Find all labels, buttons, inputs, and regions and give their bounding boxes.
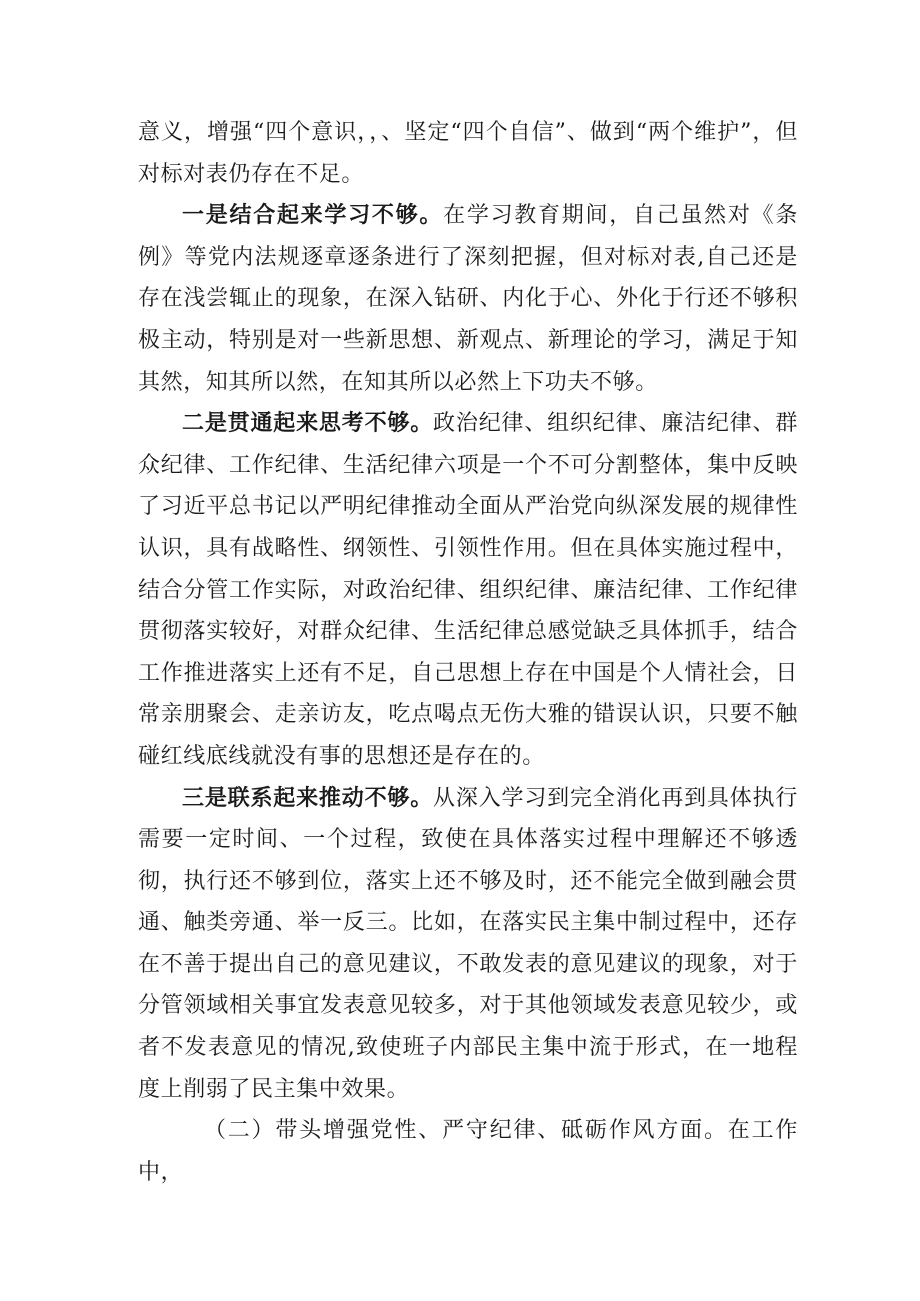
- point-three-heading: 三是联系起来推动不够。: [182, 784, 434, 811]
- point-one-text: 在学习教育期间，自己虽然对《条例》等党内法规逐章逐条进行了深刻把握，但对标对表,自己还是存在浅尝辄止的现象，在深入钻研、内化于心、外化于行还不够积极主动，特别是对一些新思想、新观点、新理论的学习，满足于知其然，知其所以然，在知其所以必然上下功夫不够。: [138, 203, 798, 395]
- document-body: [138, 112, 798, 1193]
- point-one-heading: 一是结合起来学习不够。: [182, 202, 444, 229]
- paragraph-point-two: [138, 403, 798, 777]
- point-two-text: 政治纪律、组织纪律、廉洁纪律、群众纪律、工作纪律、生活纪律六项是一个不可分割整体，集中反映了习近平总书记以严明纪律推动全面从严治党向纵深发展的规律性认识，具有战略性、纲领性、引领性作用。但在具体实施过程中，结合分管工作实际，对政治纪律、组织纪律、廉洁纪律、工作纪律贯彻落实较好，对群众纪律、生活纪律总感觉缺乏具体抓手，结合工作推进落实上还有不足，自己思想上存在中国是个人情社会，日常亲朋聚会、走亲访友，吃点喝点无伤大雅的错误认识，只要不触碰红线底线就没有事的思想还是存在的。: [138, 411, 798, 769]
- paragraph-continuation: 意义，增强“四个意识，，、坚定“四个自信”、做到“两个维护”，但对标对表仍存在不足。: [138, 120, 798, 187]
- point-two-heading: 二是贯通起来思考不够。: [182, 410, 434, 437]
- point-three-text: 从深入学习到完全消化再到具体执行需要一定时间、一个过程，致使在具体落实过程中理解还不够透彻，执行还不够到位，落实上还不够及时，还不能完全做到融会贯通、触类旁通、举一反三。比如，在落实民主集中制过程中，还存在不善于提出自己的意见建议，不敢发表的意见建议的现象，对于分管领域相关事宜发表意见较多，对于其他领域发表意见较少，或者不发表意见的情况,致使班子内部民主集中流于形式，在一地程度上削弱了民主集中效果。: [138, 785, 798, 1102]
- paragraph-point-three: [138, 778, 798, 1111]
- section-heading-two: （二）带头增强党性、严守纪律、砥砺作风方面。在工作中，: [138, 1118, 798, 1185]
- paragraph-point-one: [138, 195, 798, 403]
